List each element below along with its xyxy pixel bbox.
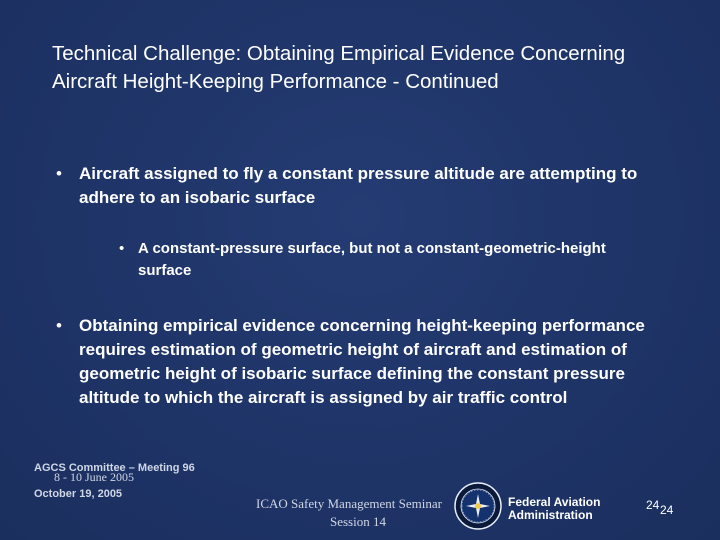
- bullet-marker: •: [119, 240, 125, 257]
- footer-date: October 19, 2005: [34, 488, 123, 500]
- sub-bullet-1: [119, 238, 659, 282]
- footer-org-line1: Federal Aviation: [508, 495, 601, 509]
- bullet-text: A constant-pressure surface, but not a constant-geometric-height surface: [138, 240, 606, 279]
- footer-date-overlap: 8 - 10 June 2005: [54, 470, 134, 484]
- slide-title: Technical Challenge: Obtaining Empirical Evidence Concerning Aircraft Height-Keeping Performance - Continued: [52, 42, 626, 93]
- bullet-2: [56, 314, 681, 410]
- page-number-overlap: 24: [660, 503, 674, 517]
- page-number: 24: [646, 498, 660, 512]
- bullet-marker: •: [56, 316, 62, 335]
- footer-session: Session 14: [330, 514, 386, 529]
- faa-seal-icon: [454, 482, 502, 530]
- bullet-marker: •: [56, 164, 62, 183]
- bullet-text: Aircraft assigned to fly a constant pressure altitude are attempting to adhere to an isobaric surface: [79, 164, 638, 207]
- bullet-text: Obtaining empirical evidence concerning height-keeping performance requires estimation of geometric height of aircraft and estimation of geometric height of isobaric surface defining the constant pressure altitude to which the aircraft is assigned by air traffic control: [79, 316, 645, 407]
- footer-org-line2: Administration: [508, 508, 593, 522]
- footer-meeting: AGCS Committee – Meeting 96: [34, 462, 195, 474]
- footer-seminar: ICAO Safety Management Seminar: [256, 496, 442, 511]
- bullet-1: [56, 162, 646, 210]
